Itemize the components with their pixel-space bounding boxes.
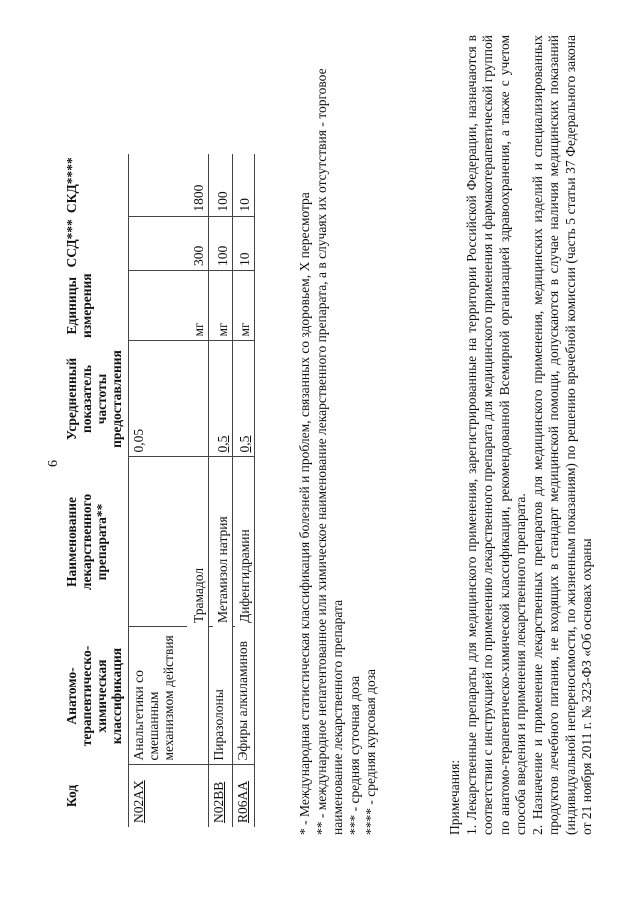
header-skd: СКД****	[64, 157, 79, 214]
remarks	[447, 35, 596, 835]
header-code: Код	[64, 784, 79, 808]
header-ssd: ССД***	[64, 219, 79, 268]
cell-drug-freq: 0,5	[235, 341, 255, 457]
cell-unit: мг	[235, 270, 255, 341]
cell-ssd: 100	[213, 216, 233, 270]
footnote: **** - средняя курсовая доза	[363, 668, 378, 835]
header-freq: Усредненный показатель частоты предоставления	[64, 350, 124, 448]
cell-skd: 1800	[187, 154, 209, 216]
remark-item: 1. Лекарственные препараты для медицинского применения, зарегистрированные на территории Российской Федерации, назначаются в соответствии с инструкцией по применению лекарственного препарата для медицинского применения и фармакотерапевтической группой по анатомо-терапевтическо-химической классификации, рекомендованной Всемирной организацией здравоохранения, а также с учетом способа введения и применения лекарственного препарата.	[463, 35, 528, 835]
footnote: * - Международная статистическая классификация болезней и проблем, связанных со здоровьем, X пересмотра	[297, 192, 312, 835]
cell-skd: 10	[235, 154, 255, 216]
table-header-row	[62, 154, 129, 827]
cell-atc: Пиразолоны	[209, 627, 233, 765]
cell-ssd: 10	[235, 216, 255, 270]
cell-drug-freq	[187, 341, 209, 457]
cell-ssd: 300	[187, 216, 209, 270]
page-number: 6	[46, 460, 61, 467]
footnotes	[297, 35, 380, 835]
cell-skd: 100	[213, 154, 233, 216]
cell-unit: мг	[187, 270, 209, 341]
remarks-title: Примечания:	[447, 759, 462, 835]
table-row	[129, 154, 188, 827]
cell-atc: Эфиры алкиламинов	[233, 627, 255, 765]
cell-drug: Трамадол	[187, 457, 209, 627]
drug-standard-table	[62, 154, 255, 827]
cell-code: R06AA	[233, 765, 255, 827]
header-atc: Анатомо-терапевтическо-химическая классификация	[64, 645, 124, 747]
cell-drug: Дифенгидрамин	[235, 457, 255, 627]
header-drug: Наименование лекарственного препарата**	[64, 493, 109, 591]
cell-group-freq: 0,05	[129, 341, 188, 457]
header-unit: Единицы измерения	[64, 273, 94, 338]
cell-code: N02BB	[209, 765, 233, 827]
cell-drug-freq: 0,5	[213, 341, 233, 457]
cell-atc: Анальгетики со смешанным механизмом действия	[129, 627, 209, 765]
cell-unit: мг	[213, 270, 233, 341]
cell-code: N02AX	[129, 765, 209, 827]
footnote: *** - средняя суточная доза	[346, 675, 362, 835]
footnote: ** - международное непатентованное или химическое наименование лекарственного препарата, а в случаях их отсутствия - торговое наименование лекарственного препарата	[313, 68, 345, 835]
remark-item: 2. Назначение и применение лекарственных препаратов для медицинского применения, медицинских изделий и специализированных продуктов лечебного питания, не входящих в стандарт медицинской помощи, допускаются в случае наличия медицинских показаний (индивидуальной непереносимости, по жизненным показаниям) по решению врачебной комиссии (часть 5 статьи 37 Федерального закона от 21 ноября 2011 г. № 323-ФЗ «Об основах охраны	[529, 35, 594, 835]
cell-drug: Метамизол натрия	[213, 457, 233, 627]
